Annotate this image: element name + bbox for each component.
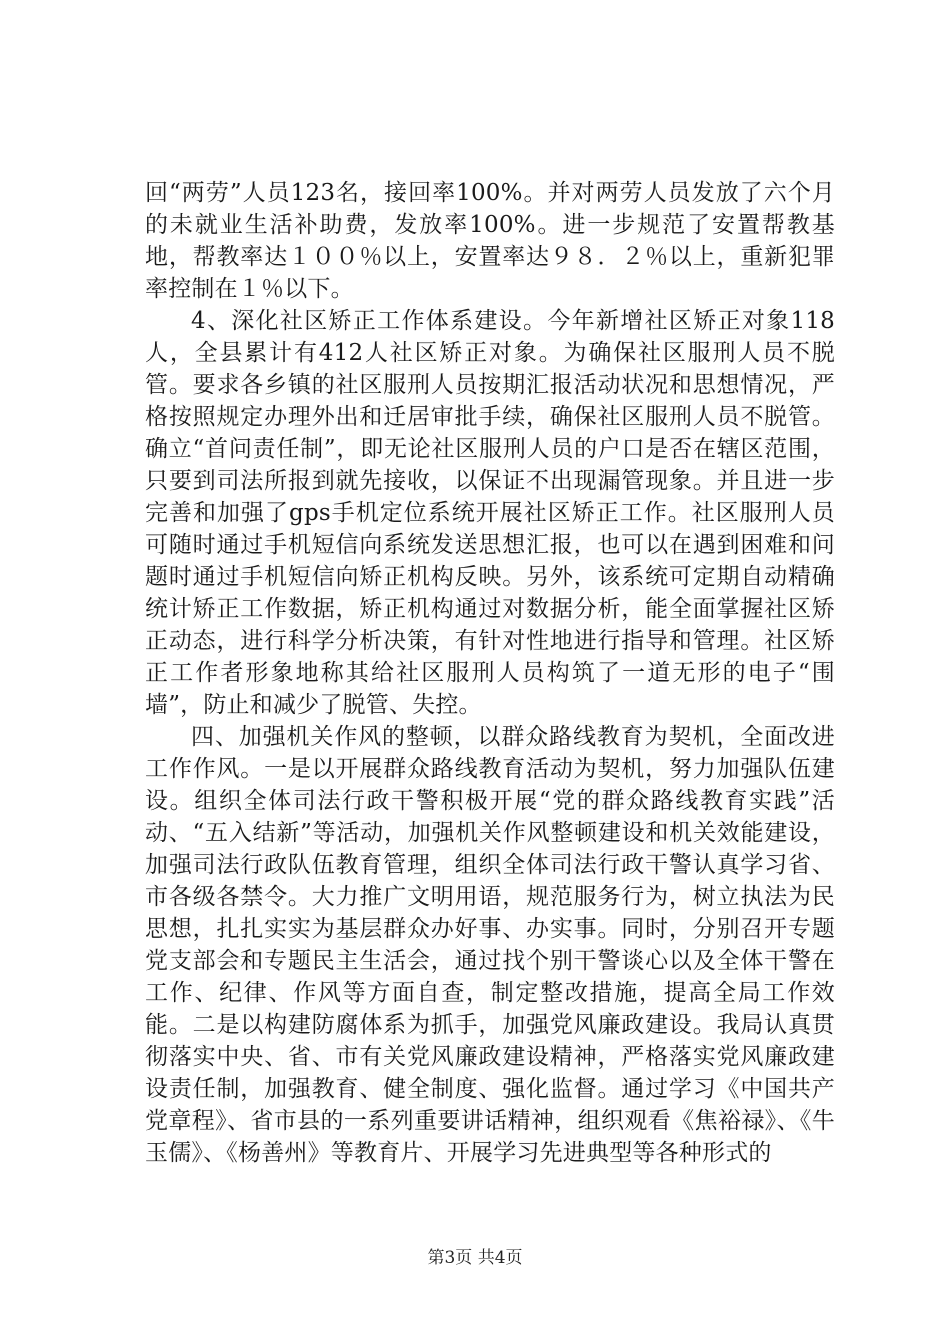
paragraph-work-style: 四、加强机关作风的整顿，以群众路线教育为契机，全面改进工作作风。一是以开展群众路线教育活动为契机，努力加强队伍建设。组织全体司法行政干警积极开展“党的群众路线教育实践”活动、“五入结新”等活动，加强机关作风整顿建设和机关效能建设，加强司法行政队伍教育管理，组织全体司法行政干警认真学习省、市各级各禁令。大力推广文明用语，规范服务行为，树立执法为民思想，扎扎实实为基层群众办好事、办实事。同时，分别召开专题党支部会和专题民主生活会，通过找个别干警谈心以及全体干警在工作、纪律、作风等方面自查，制定整改措施，提高全局工作效能。二是以构建防腐体系为抓手，加强党风廉政建设。我局认真贯彻落实中央、省、市有关党风廉政建设精神，严格落实党风廉政建设责任制，加强教育、健全制度、强化监督。通过学习《中国共产党章程》、省市县的一系列重要讲话精神，组织观看《焦裕禄》、《牛玉儒》、《杨善州》等教育片、开展学习先进典型等各种形式的 xyxy=(145,724,835,1166)
page-number-footer: 第3页 共4页 xyxy=(427,1248,523,1268)
paragraph-community-correction: 4、深化社区矫正工作体系建设。今年新增社区矫正对象118人，全县累计有412人社区矫正对象。为确保社区服刑人员不脱管。要求各乡镇的社区服刑人员按期汇报活动状况和思想情况，严格按照规定办理外出和迁居审批手续，确保社区服刑人员不脱管。确立“首问责任制”，即无论社区服刑人员的户口是否在辖区范围，只要到司法所报到就先接收，以保证不出现漏管现象。并且进一步完善和加强了gps手机定位系统开展社区矫正工作。社区服刑人员可随时通过手机短信向系统发送思想汇报，也可以在遇到困难和问题时通过手机短信向矫正机构反映。另外，该系统可定期自动精确统计矫正工作数据，矫正机构通过对数据分析，能全面掌握社区矫正动态，进行科学分析决策，有针对性地进行指导和管理。社区矫正工作者形象地称其给社区服刑人员构筑了一道无形的电子“围墙”，防止和减少了脱管、失控。 xyxy=(145,308,835,718)
document-body xyxy=(145,177,835,1169)
paragraph-continuation: 回“两劳”人员123名，接回率100%。并对两劳人员发放了六个月的未就业生活补助费，发放率100%。进一步规范了安置帮教基地，帮教率达１００％以上，安置率达９８．２％以上，重新犯罪率控制在１％以下。 xyxy=(145,180,835,302)
